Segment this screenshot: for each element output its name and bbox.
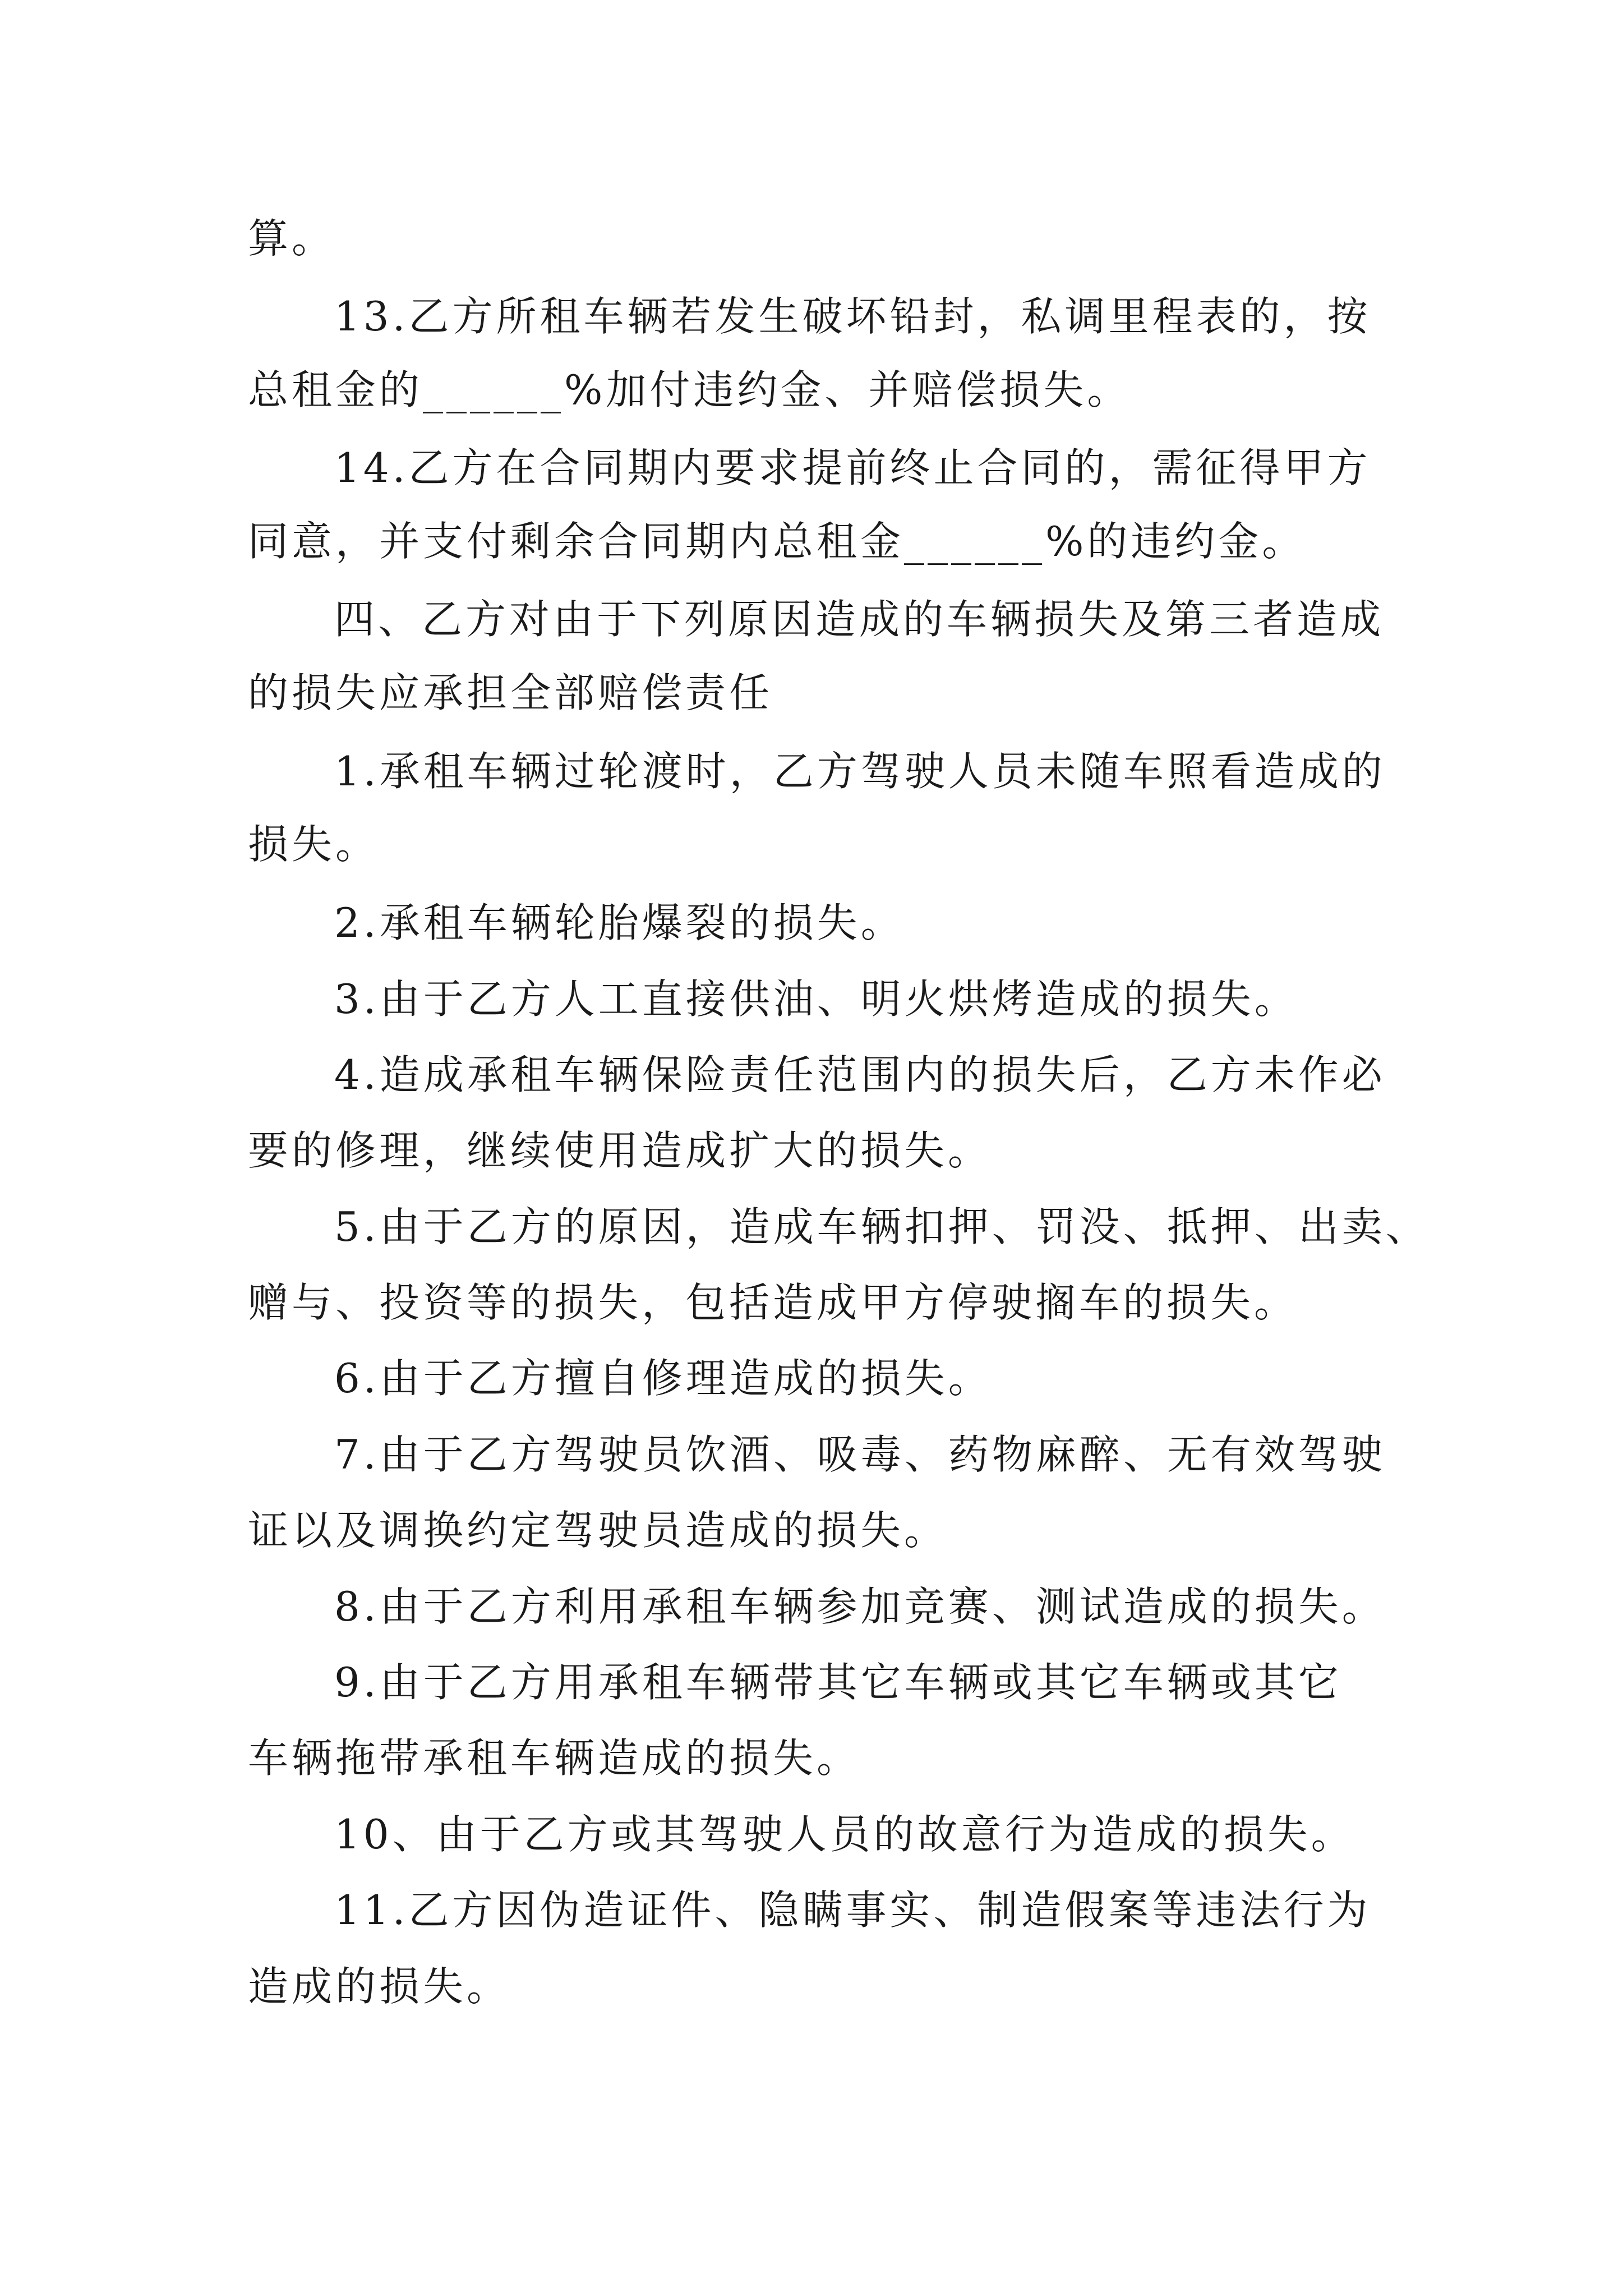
item-5-line-2: 赠与、投资等的损失，包括造成甲方停驶搁车的损失。 bbox=[248, 1279, 1298, 1326]
item-2-line: 2.承租车辆轮胎爆裂的损失。 bbox=[334, 899, 905, 946]
item-11-line-1: 11.乙方因伪造证件、隐瞒事实、制造假案等违法行为 bbox=[334, 1887, 1371, 1934]
item-9-line-2: 车辆拖带承租车辆造成的损失。 bbox=[248, 1734, 861, 1782]
item-7-line-2: 证以及调换约定驾驶员造成的损失。 bbox=[248, 1507, 948, 1554]
section-four-heading-line-2: 的损失应承担全部赔偿责任 bbox=[248, 669, 773, 716]
item-8-line: 8.由于乙方利用承租车辆参加竞赛、测试造成的损失。 bbox=[334, 1583, 1386, 1630]
item-1-line-2: 损失。 bbox=[248, 821, 380, 868]
clause-14-line-2: 同意，并支付剩余合同期内总租金______%的违约金。 bbox=[248, 518, 1306, 565]
item-10-line: 10、由于乙方或其驾驶人员的故意行为造成的损失。 bbox=[334, 1811, 1355, 1858]
section-four-heading-line-1: 四、乙方对由于下列原因造成的车辆损失及第三者造成 bbox=[334, 596, 1385, 643]
item-4-line-2: 要的修理，继续使用造成扩大的损失。 bbox=[248, 1127, 992, 1174]
item-9-line-1: 9.由于乙方用承租车辆带其它车辆或其它车辆或其它 bbox=[334, 1659, 1342, 1706]
item-7-line-1: 7.由于乙方驾驶员饮酒、吸毒、药物麻醉、无有效驾驶 bbox=[334, 1431, 1386, 1478]
item-1-line-1: 1.承租车辆过轮渡时，乙方驾驶人员未随车照看造成的 bbox=[334, 748, 1386, 795]
clause-13-line-2: 总租金的______%加付违约金、并赔偿损失。 bbox=[248, 366, 1131, 413]
clause-14-line-1: 14.乙方在合同期内要求提前终止合同的，需征得甲方 bbox=[334, 444, 1371, 491]
item-11-line-2: 造成的损失。 bbox=[248, 1963, 511, 2010]
item-5-line-1: 5.由于乙方的原因，造成车辆扣押、罚没、抵押、出卖、 bbox=[334, 1203, 1430, 1250]
text-line: 算。 bbox=[248, 215, 336, 262]
clause-13-line-1: 13.乙方所租车辆若发生破坏铅封，私调里程表的，按 bbox=[334, 293, 1371, 340]
item-4-line-1: 4.造成承租车辆保险责任范围内的损失后，乙方未作必 bbox=[334, 1051, 1386, 1098]
item-3-line: 3.由于乙方人工直接供油、明火烘烤造成的损失。 bbox=[334, 976, 1298, 1023]
item-6-line: 6.由于乙方擅自修理造成的损失。 bbox=[334, 1355, 992, 1402]
